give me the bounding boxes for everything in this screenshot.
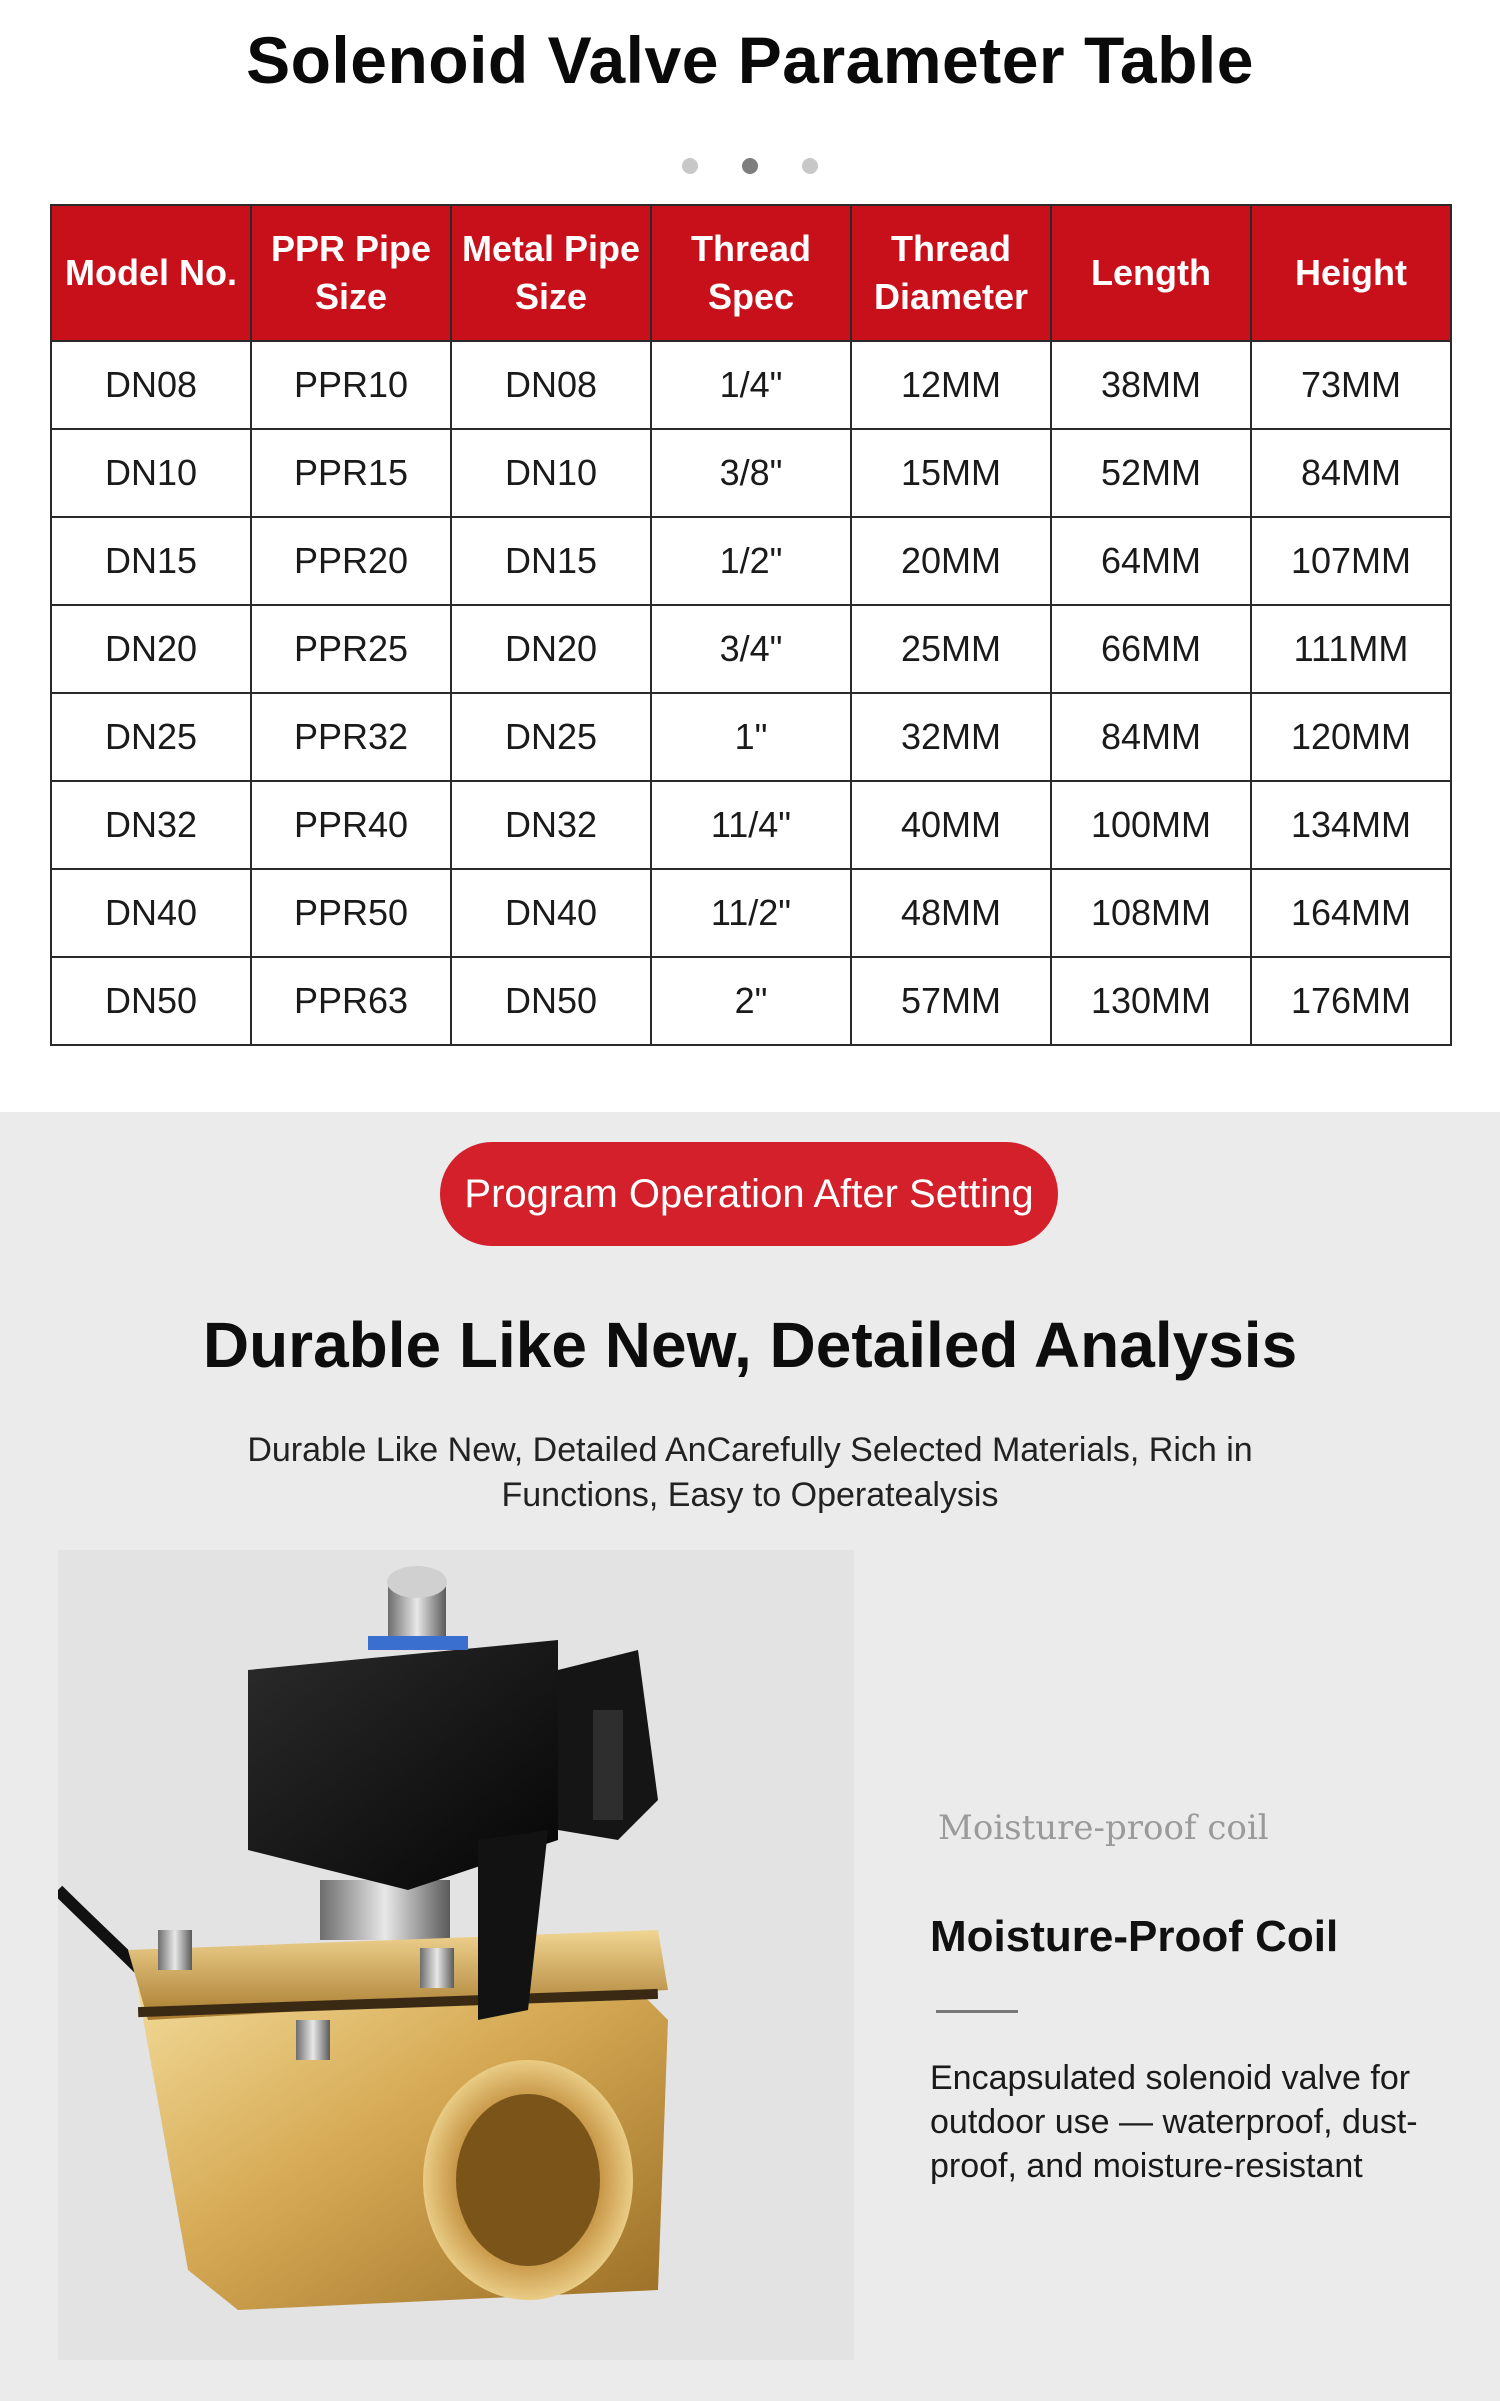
table-row	[51, 869, 1451, 957]
table-cell: DN25	[51, 693, 251, 781]
table-cell: PPR40	[251, 781, 451, 869]
table-header-label: Size	[514, 276, 588, 317]
table-cell: 38MM	[1051, 341, 1251, 429]
table-header-label: Height	[1295, 252, 1407, 293]
table-cell: PPR50	[251, 869, 451, 957]
table-row	[51, 341, 1451, 429]
feature-description: Encapsulated solenoid valve for outdoor use — waterproof, dust-proof, and moisture-resistant	[930, 2059, 1418, 2185]
table-cell: 73MM	[1251, 341, 1451, 429]
feature-caption: Moisture-proof coil	[938, 1808, 1269, 1848]
table-cell: DN40	[451, 869, 651, 957]
table-row	[51, 957, 1451, 1045]
table-cell: DN32	[51, 781, 251, 869]
table-header-row	[51, 205, 1451, 341]
table-cell: DN20	[51, 605, 251, 693]
table-cell: DN15	[451, 517, 651, 605]
table-cell: 107MM	[1251, 517, 1451, 605]
table-cell: 1/2"	[651, 517, 851, 605]
table-cell: PPR63	[251, 957, 451, 1045]
table-cell: DN50	[51, 957, 251, 1045]
table-cell: DN10	[51, 429, 251, 517]
parameter-section	[0, 0, 1500, 1112]
table-cell: DN32	[451, 781, 651, 869]
table-cell: 130MM	[1051, 957, 1251, 1045]
table-cell: 84MM	[1051, 693, 1251, 781]
table-cell: 2"	[651, 957, 851, 1045]
table-header-label: Thread	[690, 228, 812, 269]
page-title: Solenoid Valve Parameter Table	[246, 23, 1254, 97]
program-operation-badge: Program Operation After Setting	[440, 1142, 1058, 1246]
table-cell: 1"	[651, 693, 851, 781]
table-cell: DN20	[451, 605, 651, 693]
table-row	[51, 605, 1451, 693]
table-header-label: Metal Pipe	[461, 228, 641, 269]
table-cell: 40MM	[851, 781, 1051, 869]
table-cell: PPR10	[251, 341, 451, 429]
parameter-table	[50, 204, 1452, 1046]
carousel-dot[interactable]	[802, 158, 818, 174]
table-cell: 57MM	[851, 957, 1051, 1045]
carousel-dot[interactable]	[742, 158, 758, 174]
table-cell: 12MM	[851, 341, 1051, 429]
table-cell: PPR15	[251, 429, 451, 517]
table-row	[51, 429, 1451, 517]
table-cell: DN08	[451, 341, 651, 429]
section-subheading: Durable Like New, Detailed AnCarefully Selected Materials, Rich in Functions, Easy to Operatealysis	[247, 1431, 1253, 1514]
table-row	[51, 781, 1451, 869]
table-cell: 100MM	[1051, 781, 1251, 869]
table-cell: 15MM	[851, 429, 1051, 517]
table-header-label: Model No.	[65, 252, 237, 293]
carousel-dot[interactable]	[682, 158, 698, 174]
table-cell: 11/4"	[651, 781, 851, 869]
feature-divider	[936, 2010, 1018, 2013]
table-header-label: Spec	[707, 276, 795, 317]
analysis-section	[0, 1112, 1500, 2401]
table-cell: 176MM	[1251, 957, 1451, 1045]
table-header-cell	[451, 205, 651, 341]
table-header-label: Thread	[890, 228, 1012, 269]
table-cell: DN08	[51, 341, 251, 429]
table-cell: 134MM	[1251, 781, 1451, 869]
table-header-label: Diameter	[873, 276, 1029, 317]
table-cell: PPR32	[251, 693, 451, 781]
carousel-dots	[0, 158, 1500, 179]
table-cell: 3/8"	[651, 429, 851, 517]
table-header-cell	[1251, 205, 1451, 341]
table-header-cell	[1051, 205, 1251, 341]
table-cell: 32MM	[851, 693, 1051, 781]
table-cell: 120MM	[1251, 693, 1451, 781]
table-header-label: PPR Pipe	[270, 228, 432, 269]
table-header-cell	[851, 205, 1051, 341]
table-cell: 108MM	[1051, 869, 1251, 957]
table-cell: 1/4"	[651, 341, 851, 429]
table-cell: 11/2"	[651, 869, 851, 957]
table-header-cell	[51, 205, 251, 341]
table-cell: DN15	[51, 517, 251, 605]
solenoid-valve-photo	[58, 1550, 854, 2360]
table-cell: 64MM	[1051, 517, 1251, 605]
table-cell: 20MM	[851, 517, 1051, 605]
table-cell: PPR20	[251, 517, 451, 605]
table-cell: 84MM	[1251, 429, 1451, 517]
section-heading: Durable Like New, Detailed Analysis	[202, 1309, 1298, 1381]
table-row	[51, 693, 1451, 781]
table-cell: PPR25	[251, 605, 451, 693]
table-header-label: Size	[314, 276, 388, 317]
table-cell: 48MM	[851, 869, 1051, 957]
table-cell: DN50	[451, 957, 651, 1045]
table-header-label: Length	[1091, 252, 1211, 293]
table-cell: DN25	[451, 693, 651, 781]
table-cell: 52MM	[1051, 429, 1251, 517]
table-header-cell	[651, 205, 851, 341]
table-row	[51, 517, 1451, 605]
feature-title: Moisture-Proof Coil	[930, 1912, 1339, 1961]
table-cell: 66MM	[1051, 605, 1251, 693]
table-cell: 111MM	[1251, 605, 1451, 693]
table-cell: 3/4"	[651, 605, 851, 693]
table-cell: DN10	[451, 429, 651, 517]
table-cell: 164MM	[1251, 869, 1451, 957]
table-cell: DN40	[51, 869, 251, 957]
table-cell: 25MM	[851, 605, 1051, 693]
table-header-cell	[251, 205, 451, 341]
